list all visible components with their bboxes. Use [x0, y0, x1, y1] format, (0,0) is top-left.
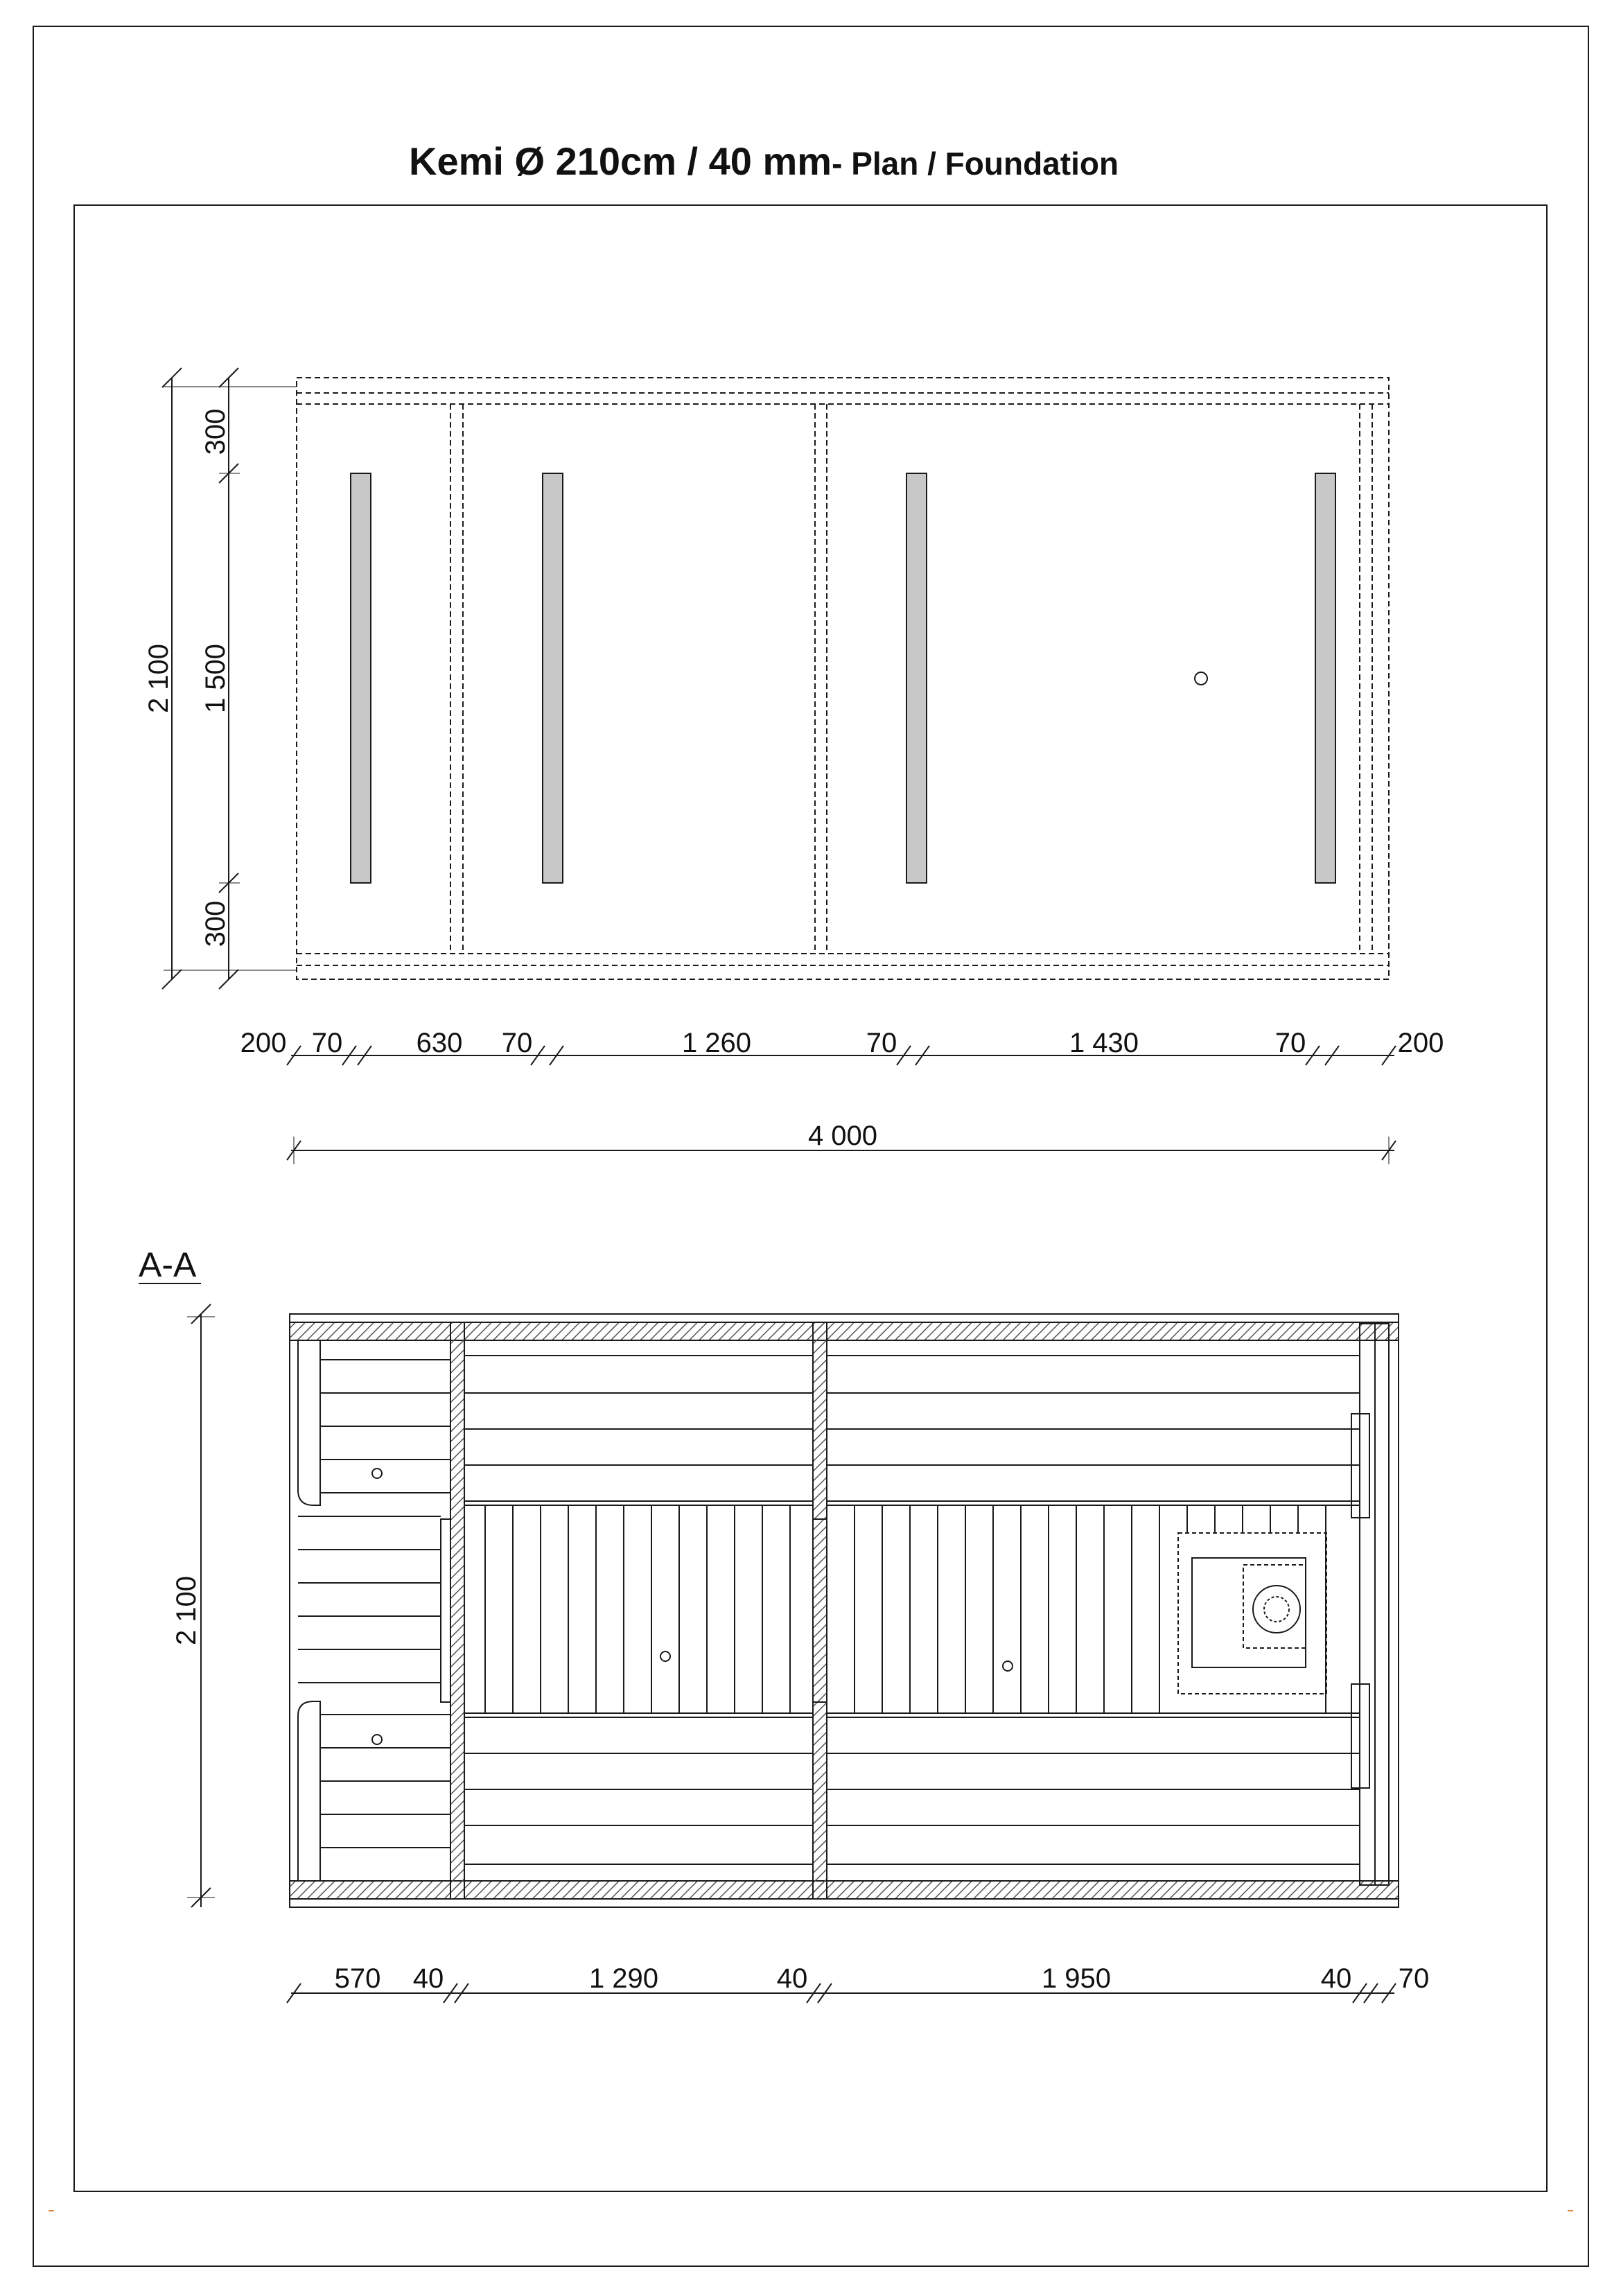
plan-dim-length: 70 [501, 1028, 533, 1058]
title-sub: - Plan / Foundation [832, 146, 1119, 182]
plan-dim-height: 300 [200, 408, 231, 455]
foundation-beam [543, 473, 563, 883]
section-dim-height-total: 2 100 [171, 1575, 202, 1646]
drain-point [372, 1469, 382, 1478]
plan-dim-length: 630 [416, 1028, 463, 1058]
section-length-dimensions [287, 1983, 1396, 2003]
drain-point [372, 1735, 382, 1744]
plan-outline [297, 378, 1389, 979]
section-aa [290, 1314, 1399, 1907]
section-dim-length: 40 [776, 1963, 808, 1994]
section-dim-length: 40 [412, 1963, 444, 1994]
foundation-beam [906, 473, 927, 883]
plan-dim-length: 200 [240, 1028, 287, 1058]
drain-point [660, 1651, 670, 1661]
floor-slats [485, 1505, 1326, 1713]
foundation-beam [351, 473, 371, 883]
plan-dim-length: 1 260 [681, 1028, 752, 1058]
foundation-beam [1315, 473, 1335, 883]
section-dim-length: 570 [334, 1963, 381, 1994]
foundation-plan [297, 378, 1389, 979]
plan-dim-height: 300 [200, 900, 231, 947]
section-dim-length: 1 290 [588, 1963, 659, 1994]
plan-dim-length: 70 [866, 1028, 897, 1058]
section-dim-length: 1 950 [1041, 1963, 1112, 1994]
plan-dim-length: 1 430 [1069, 1028, 1139, 1058]
title-main: Kemi Ø 210cm / 40 mm [409, 139, 832, 183]
plan-dim-length-total: 4 000 [807, 1121, 878, 1151]
section-dim-length: 40 [1320, 1963, 1352, 1994]
plan-dim-height-total: 2 100 [143, 643, 174, 714]
drawing-title [409, 139, 1119, 183]
drain-point [1003, 1661, 1013, 1671]
plan-dim-length: 70 [1274, 1028, 1306, 1058]
section-dim-length: 70 [1398, 1963, 1430, 1994]
plan-dim-length: 200 [1397, 1028, 1444, 1058]
drain-point [1195, 672, 1207, 685]
section-label: A-A [139, 1245, 197, 1284]
plan-dim-length: 70 [311, 1028, 343, 1058]
plan-dim-height: 1 500 [200, 643, 231, 714]
